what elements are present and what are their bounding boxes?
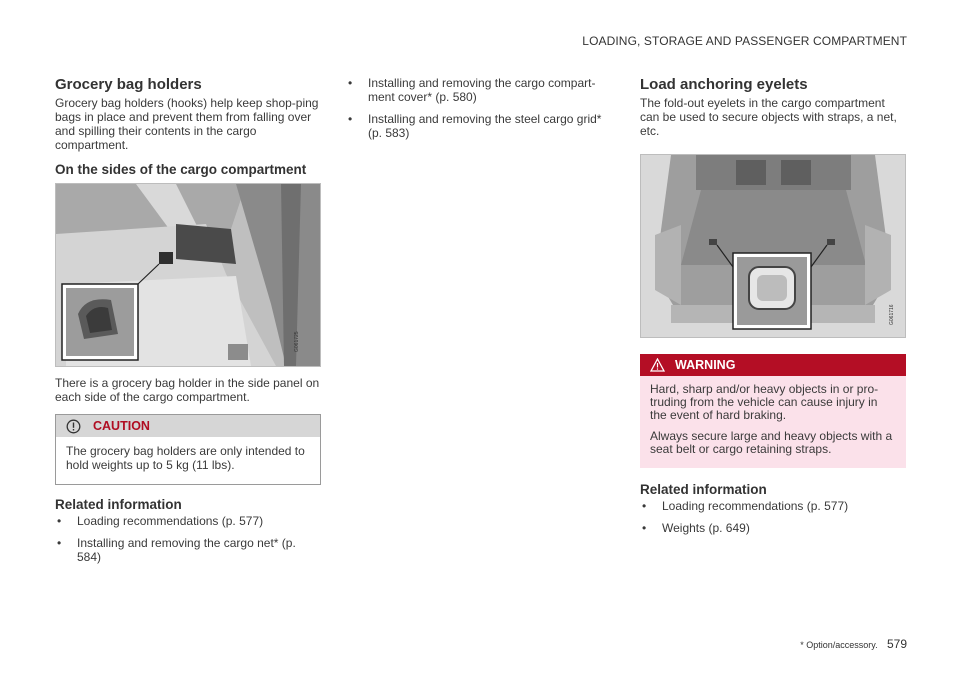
related-link[interactable]: • Loading recommendations (p. 577) xyxy=(642,499,849,513)
page-footer xyxy=(800,637,907,651)
caution-body xyxy=(56,437,320,484)
caution-icon xyxy=(66,419,81,434)
subheading: On the sides of the cargo compartment xyxy=(55,162,307,177)
related-information-heading: Related information xyxy=(640,482,767,497)
warning-box xyxy=(640,354,906,468)
column-related-continued xyxy=(346,76,606,148)
cargo-side-panel-drawing xyxy=(56,184,320,366)
related-list xyxy=(55,514,321,564)
related-link[interactable]: • Installing and removing the cargo net* (p. 584) xyxy=(57,536,296,564)
figure-id: G061716 xyxy=(889,304,895,325)
anchoring-eyelet-illustration xyxy=(640,154,906,338)
related-link[interactable]: • Installing and removing the steel cargo grid* (p. 583) xyxy=(348,112,602,140)
caution-header xyxy=(56,415,320,437)
warning-text: Hard, sharp and/or heavy objects in or pro-truding from the vehicle can cause injury in the event of hard braking. xyxy=(650,382,879,422)
section-heading: Grocery bag holders xyxy=(55,76,202,93)
page-number: 579 xyxy=(886,637,907,651)
warning-triangle-icon xyxy=(650,358,665,372)
related-link[interactable]: • Weights (p. 649) xyxy=(642,521,750,535)
warning-header xyxy=(640,354,906,376)
related-link[interactable]: • Installing and removing the cargo compart-ment cover* (p. 580) xyxy=(348,76,596,104)
cargo-floor-drawing xyxy=(641,155,905,337)
grocery-bag-holder-illustration xyxy=(55,183,321,367)
option-footnote: * Option/accessory. xyxy=(800,640,878,650)
caution-text: The grocery bag holders are only intended to hold weights up to 5 kg (11 lbs). xyxy=(66,444,305,472)
intro-paragraph: The fold-out eyelets in the cargo compartment can be used to secure objects with straps, a net, etc. xyxy=(640,96,897,138)
related-information-heading: Related information xyxy=(55,497,182,512)
related-list xyxy=(640,499,906,535)
caution-box xyxy=(55,414,321,485)
figure-id: G061725 xyxy=(294,331,300,352)
column-load-anchoring-eyelets xyxy=(640,72,906,543)
intro-paragraph: Grocery bag holders (hooks) help keep shop-ping bags in place and prevent them from falling over and spilling their contents in the cargo compartment. xyxy=(55,96,319,152)
caution-label: CAUTION xyxy=(93,419,150,433)
running-header: LOADING, STORAGE AND PASSENGER COMPARTMENT xyxy=(582,34,907,48)
figure-caption: There is a grocery bag holder in the side panel on each side of the cargo compartment. xyxy=(55,376,320,404)
warning-body xyxy=(640,376,906,468)
related-link[interactable]: • Loading recommendations (p. 577) xyxy=(57,514,264,528)
warning-label: WARNING xyxy=(675,358,736,372)
related-list xyxy=(346,76,606,140)
column-grocery-bag-holders xyxy=(55,72,321,572)
warning-text: Always secure large and heavy objects with a seat belt or cargo retaining straps. xyxy=(650,429,893,456)
section-heading: Load anchoring eyelets xyxy=(640,76,808,93)
